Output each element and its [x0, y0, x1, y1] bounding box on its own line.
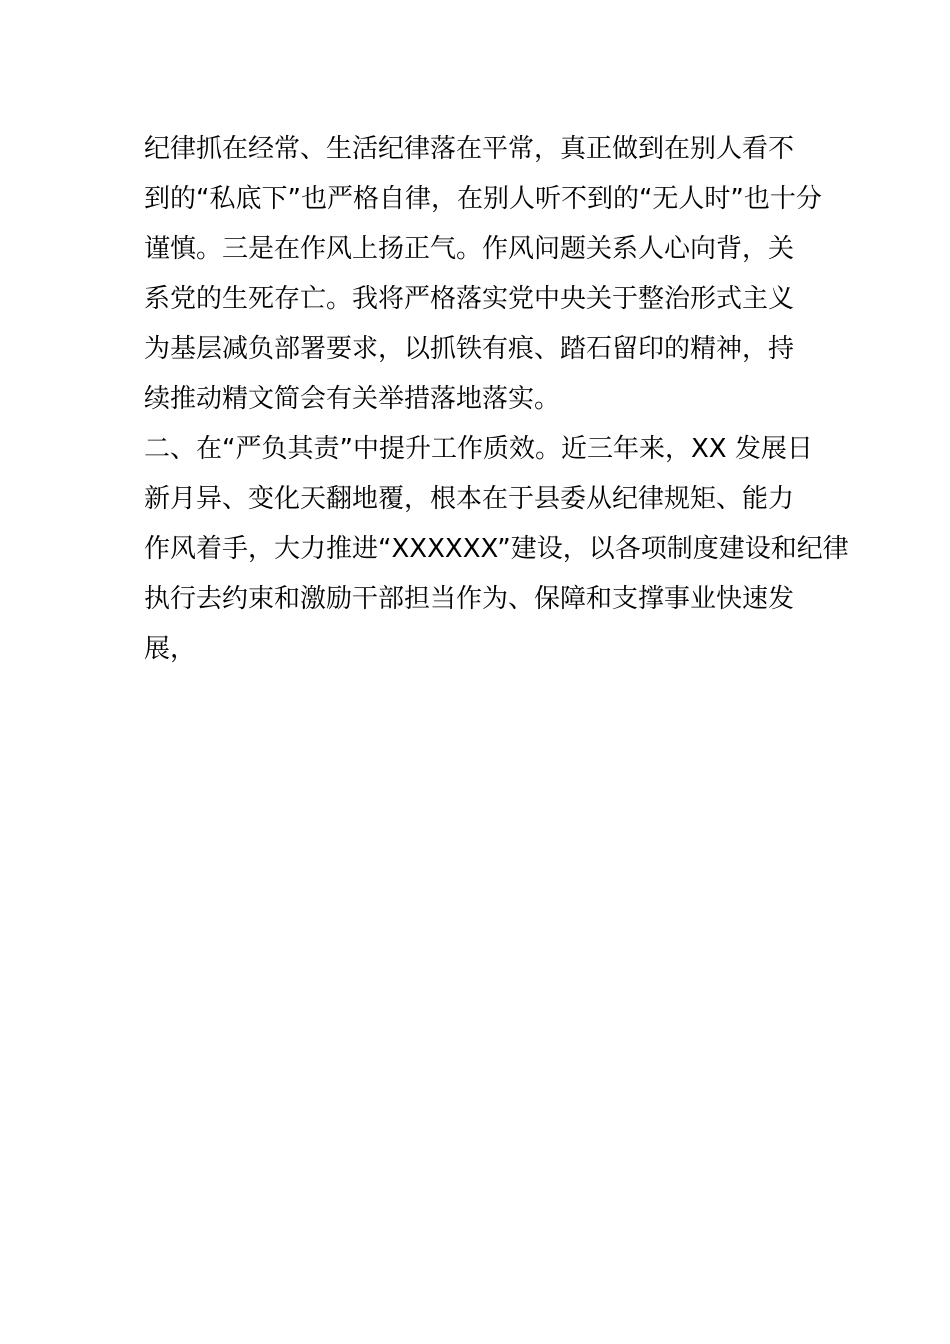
paragraph-line-10: 执行去约束和激励干部担当作为、保障和支撑事业快速发 [144, 584, 795, 614]
document-body [144, 124, 849, 674]
section-heading-line: 二、在“严负其责”中提升工作质效。近三年来，XX 发展日 [144, 434, 813, 464]
paragraph-line-3: 谨慎。三是在作风上扬正气。作风问题关系人心向背，关 [144, 234, 795, 264]
paragraph-line-1: 纪律抓在经常、生活纪律落在平常，真正做到在别人看不 [144, 134, 795, 164]
paragraph-line-6: 续推动精文简会有关举措落地落实。 [144, 384, 561, 414]
paragraph-line-2: 到的“私底下”也严格自律，在别人听不到的“无人时”也十分 [144, 184, 822, 214]
paragraph-line-4: 系党的生死存亡。我将严格落实党中央关于整治形式主义 [144, 284, 795, 314]
paragraph-line-9: 作风着手，大力推进“XXXXXX”建设，以各项制度建设和纪律 [144, 534, 849, 564]
paragraph-line-11: 展， [144, 634, 197, 664]
paragraph-line-8: 新月异、变化天翻地覆，根本在于县委从纪律规矩、能力 [144, 484, 795, 514]
paragraph-line-5: 为基层减负部署要求，以抓铁有痕、踏石留印的精神，持 [144, 334, 795, 364]
